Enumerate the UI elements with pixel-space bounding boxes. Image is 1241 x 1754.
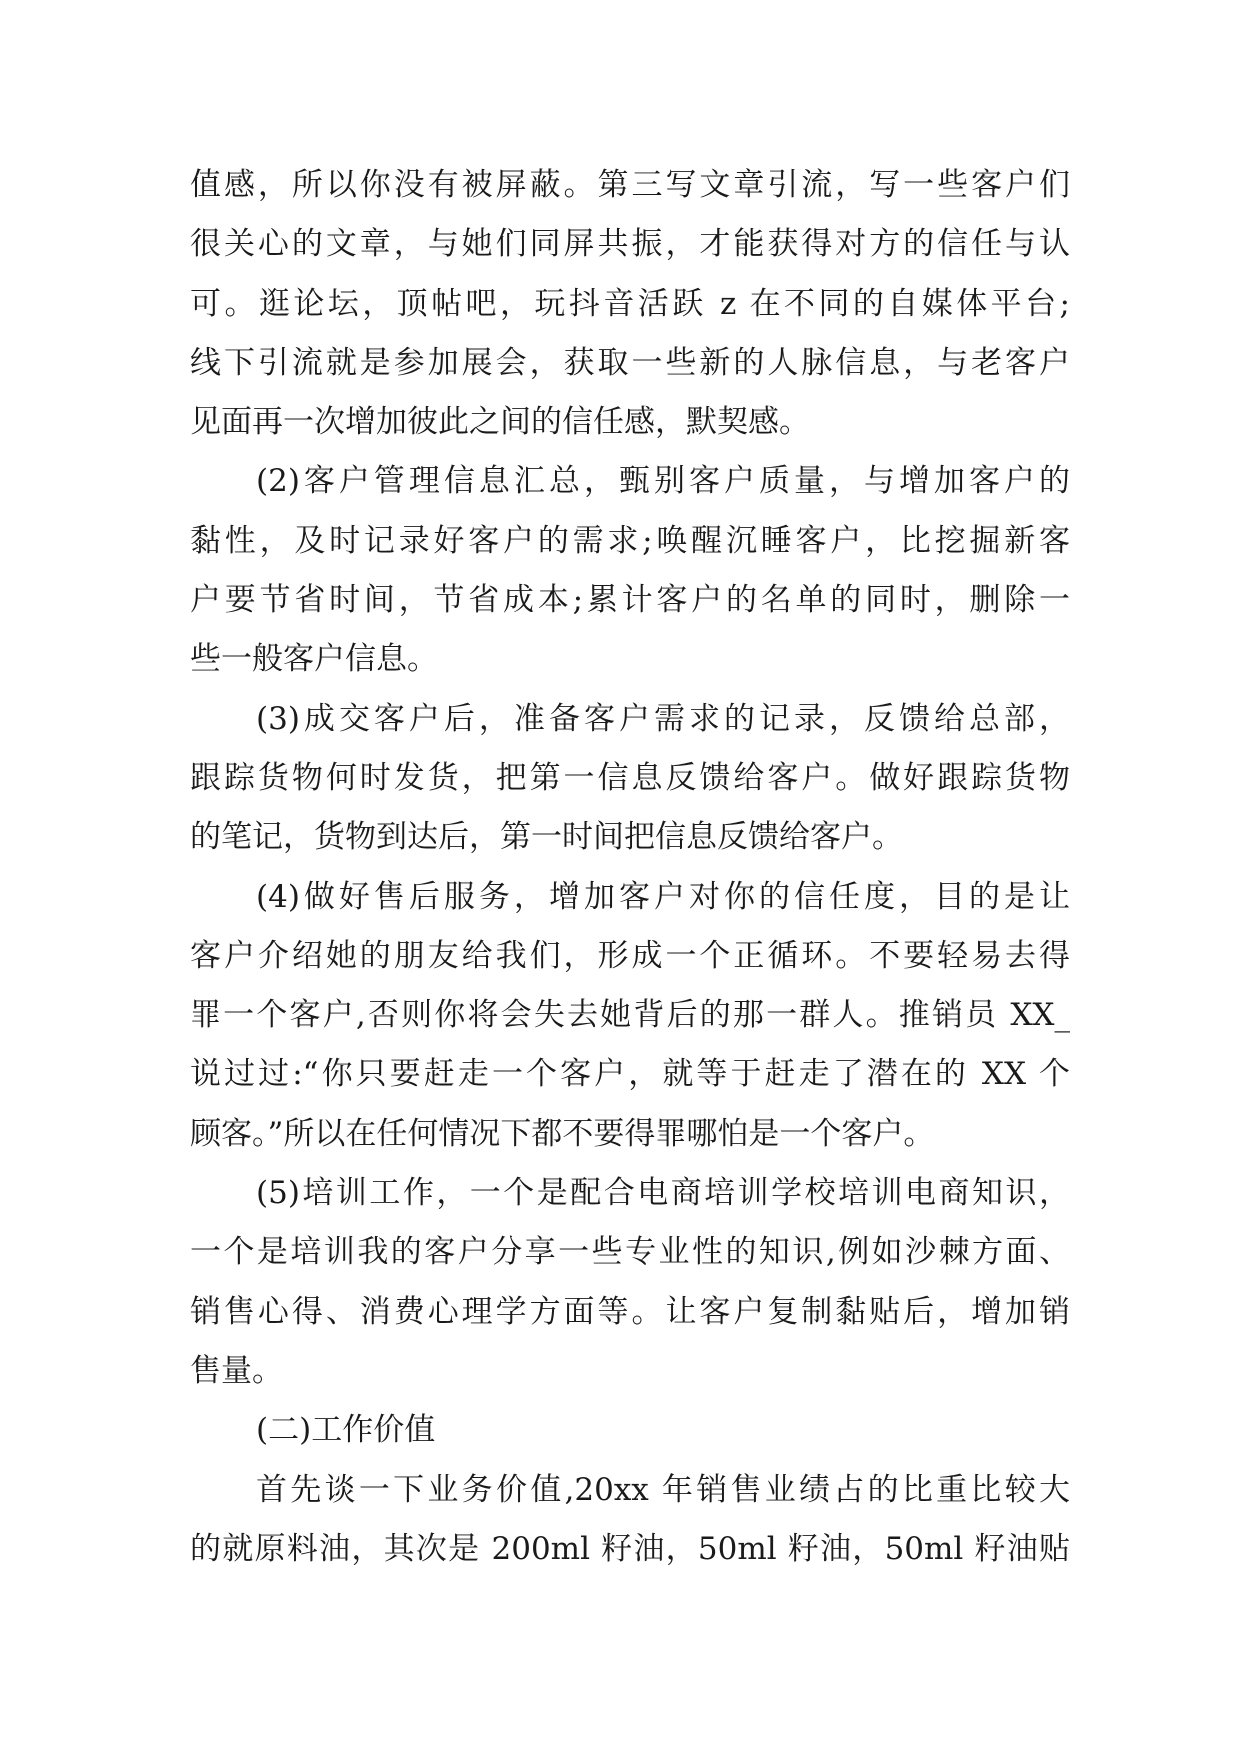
text-line: (5)培训工作，一个是配合电商培训学校培训电商知识， <box>256 1175 1070 1212</box>
text-line: 的笔记，货物到达后，第一时间把信息反馈给客户。 <box>190 819 903 856</box>
text-line: (3)成交客户后，准备客户需求的记录，反馈给总部， <box>256 700 1070 737</box>
text-line: 跟踪货物何时发货，把第一信息反馈给客户。做好跟踪货物 <box>190 759 1070 796</box>
text-line: 顾客。”所以在任何情况下都不要得罪哪怕是一个客户。 <box>190 1115 935 1152</box>
text-line: 销售心得、消费心理学方面等。让客户复制黏贴后，增加销 <box>190 1293 1070 1330</box>
text-line: 说过过:“你只要赶走一个客户，就等于赶走了潜在的 XX 个 <box>190 1056 1070 1093</box>
text-line: 很关心的文章，与她们同屏共振，才能获得对方的信任与认 <box>190 226 1070 263</box>
text-line: 黏性，及时记录好客户的需求;唤醒沉睡客户，比挖掘新客 <box>190 522 1070 559</box>
text-line: 售量。 <box>190 1352 283 1389</box>
text-line: 可。逛论坛，顶帖吧，玩抖音活跃 z 在不同的自媒体平台; <box>190 285 1070 322</box>
text-line: 值感，所以你没有被屏蔽。第三写文章引流，写一些客户们 <box>190 167 1070 203</box>
text-line: (二)工作价值 <box>256 1412 436 1449</box>
text-line: (4)做好售后服务，增加客户对你的信任度，目的是让 <box>256 878 1070 915</box>
text-line: 一个是培训我的客户分享一些专业性的知识,例如沙棘方面、 <box>190 1234 1070 1271</box>
text-line: 首先谈一下业务价值,20xx 年销售业绩占的比重比较大 <box>256 1471 1070 1508</box>
text-line: 客户介绍她的朋友给我们，形成一个正循环。不要轻易去得 <box>190 937 1070 974</box>
text-line: 的就原料油，其次是 200ml 籽油，50ml 籽油，50ml 籽油贴 <box>190 1530 1070 1567</box>
text-line: 户要节省时间，节省成本;累计客户的名单的同时，删除一 <box>190 582 1070 619</box>
text-line: 些一般客户信息。 <box>190 641 438 678</box>
text-line: 线下引流就是参加展会，获取一些新的人脉信息，与老客户 <box>190 344 1070 381</box>
text-line: 罪一个客户,否则你将会失去她背后的那一群人。推销员 XX_ <box>190 997 1070 1034</box>
text-line: 见面再一次增加彼此之间的信任感，默契感。 <box>190 404 810 441</box>
document-body <box>190 156 1070 1579</box>
text-line: (2)客户管理信息汇总，甄别客户质量，与增加客户的 <box>256 463 1070 500</box>
